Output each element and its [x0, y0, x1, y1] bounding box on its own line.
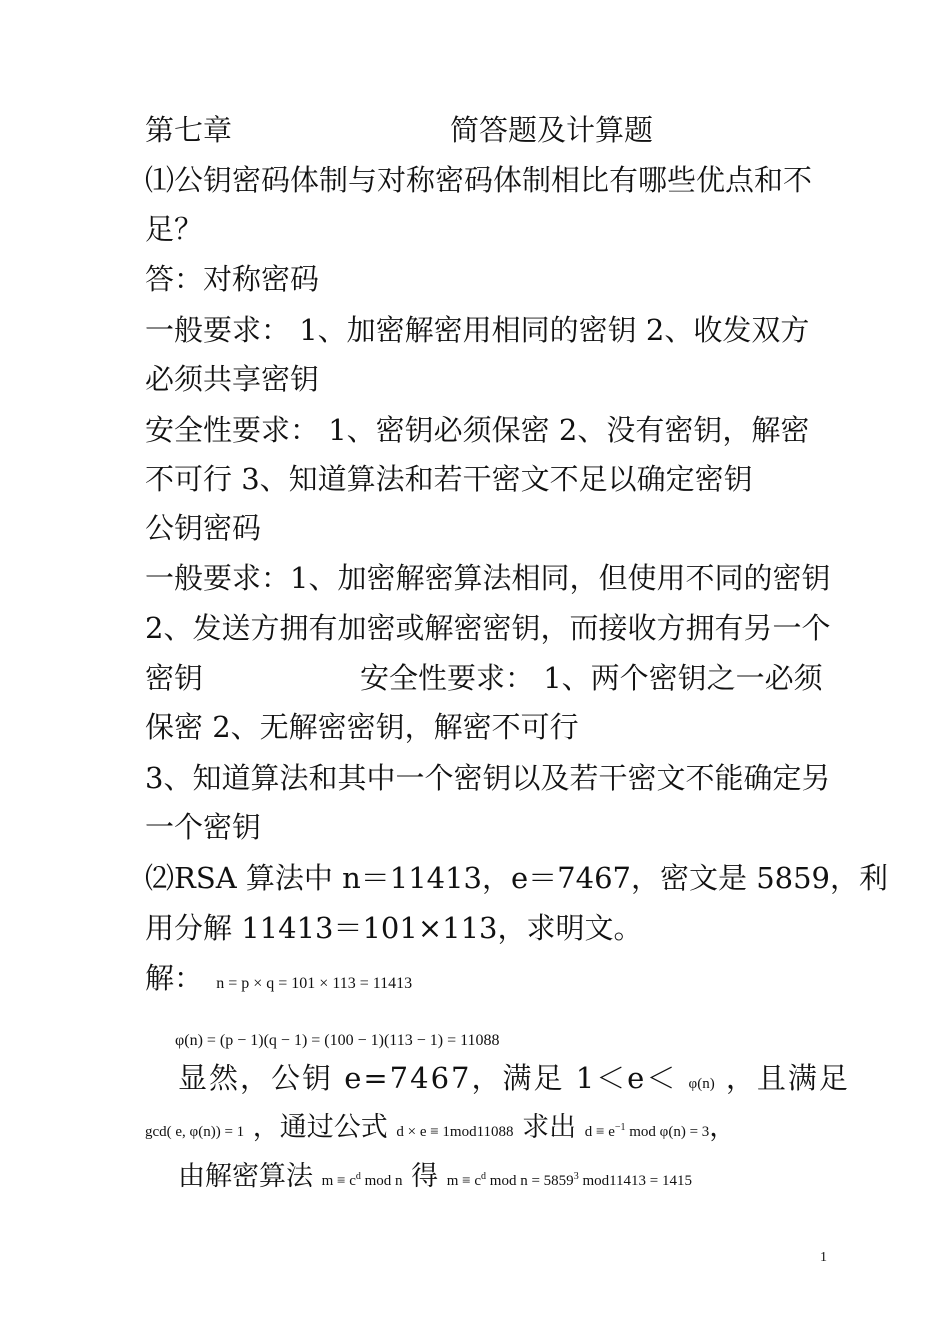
sym-general-line1: 一般要求： 1、加密解密用相同的密钥 2、收发双方 [145, 313, 810, 347]
sym-security-line2: 不可行 3、知道算法和若干密文不足以确定密钥 [145, 462, 753, 496]
pub-general-line2: 2、发送方拥有加密或解密密钥，而接收方拥有另一个 [145, 611, 831, 645]
text-obviously: 显然，公钥 e=7467，满足 1＜e＜ [178, 1061, 678, 1095]
sym-security-line1: 安全性要求： 1、密钥必须保密 2、没有密钥，解密 [145, 413, 810, 447]
text-by-decrypt: 由解密算法 [178, 1161, 313, 1192]
pub-general-line1: 一般要求：1、加密解密算法相同，但使用不同的密钥 [145, 561, 831, 595]
formula-m2-mid: mod n = 5859 [489, 1173, 574, 1189]
pub-heading: 公钥密码 [145, 511, 262, 545]
formula-m2-base: m ≡ c [446, 1173, 482, 1189]
text-get: 得 [411, 1161, 439, 1192]
pub-security-line4: 一个密钥 [145, 810, 262, 844]
pub-general-line3-a: 密钥 [145, 661, 204, 695]
solution-line [145, 961, 412, 1001]
answer-heading: 答：对称密码 [145, 262, 320, 296]
formula-d-sup: −1 [614, 1122, 626, 1133]
phi-line [175, 1018, 500, 1058]
formula-d-base: d ≡ e [584, 1124, 615, 1140]
page-number: 1 [820, 1250, 827, 1265]
formula-m2-sup2: 3 [573, 1171, 579, 1182]
q1-question-line2: 足？ [145, 212, 204, 246]
decrypt-line [178, 1160, 692, 1198]
formula-m1-tail: mod n [364, 1173, 403, 1189]
formula-phi-short: φ(n) [688, 1076, 715, 1092]
formula-d-tail: mod φ(n) = 3 [629, 1124, 710, 1140]
formula-n: n = p × q = 101 × 113 = 11413 [216, 975, 413, 992]
formula-m2 [447, 1173, 692, 1189]
text-via-formula: ，通过公式 [252, 1112, 388, 1143]
text-comma: ， [709, 1112, 737, 1143]
formula-m1 [322, 1173, 403, 1189]
formula-m2-tail: mod11413 = 1415 [582, 1173, 693, 1189]
formula-phi: φ(n) = (p − 1)(q − 1) = (100 − 1)(113 − 1) = 11088 [175, 1032, 500, 1049]
text-and-satisfy: ，且满足 [725, 1061, 850, 1095]
obviously-line [178, 1061, 850, 1101]
chapter-label: 第七章 [145, 113, 233, 147]
pub-security-line2: 保密 2、无解密密钥，解密不可行 [145, 710, 579, 744]
q2-question-line1: ⑵RSA 算法中 n＝11413，e＝7467，密文是 5859，利 [145, 861, 888, 895]
pub-security-line3: 3、知道算法和其中一个密钥以及若干密文不能确定另 [145, 761, 831, 795]
pub-general-line3 [145, 661, 823, 695]
pub-general-line3-b: 安全性要求： 1、两个密钥之一必须 [360, 661, 823, 695]
chapter-header [145, 113, 654, 147]
solution-label: 解： [145, 961, 204, 995]
formula-m1-sup: d [355, 1171, 361, 1182]
formula-gcd: gcd( e, φ(n)) = 1 [145, 1124, 245, 1140]
gcd-line [145, 1111, 736, 1149]
formula-d [585, 1124, 710, 1140]
formula-de: d × e ≡ 1mod11088 [396, 1124, 514, 1140]
formula-m2-sup: d [481, 1171, 487, 1182]
section-title: 简答题及计算题 [450, 113, 654, 147]
q1-question-line1: ⑴公钥密码体制与对称密码体制相比有哪些优点和不 [145, 163, 813, 197]
text-find: 求出 [522, 1112, 577, 1143]
formula-m1-base: m ≡ c [321, 1173, 356, 1189]
sym-general-line2: 必须共享密钥 [145, 362, 320, 396]
q2-question-line2: 用分解 11413＝101×113，求明文。 [145, 911, 643, 945]
